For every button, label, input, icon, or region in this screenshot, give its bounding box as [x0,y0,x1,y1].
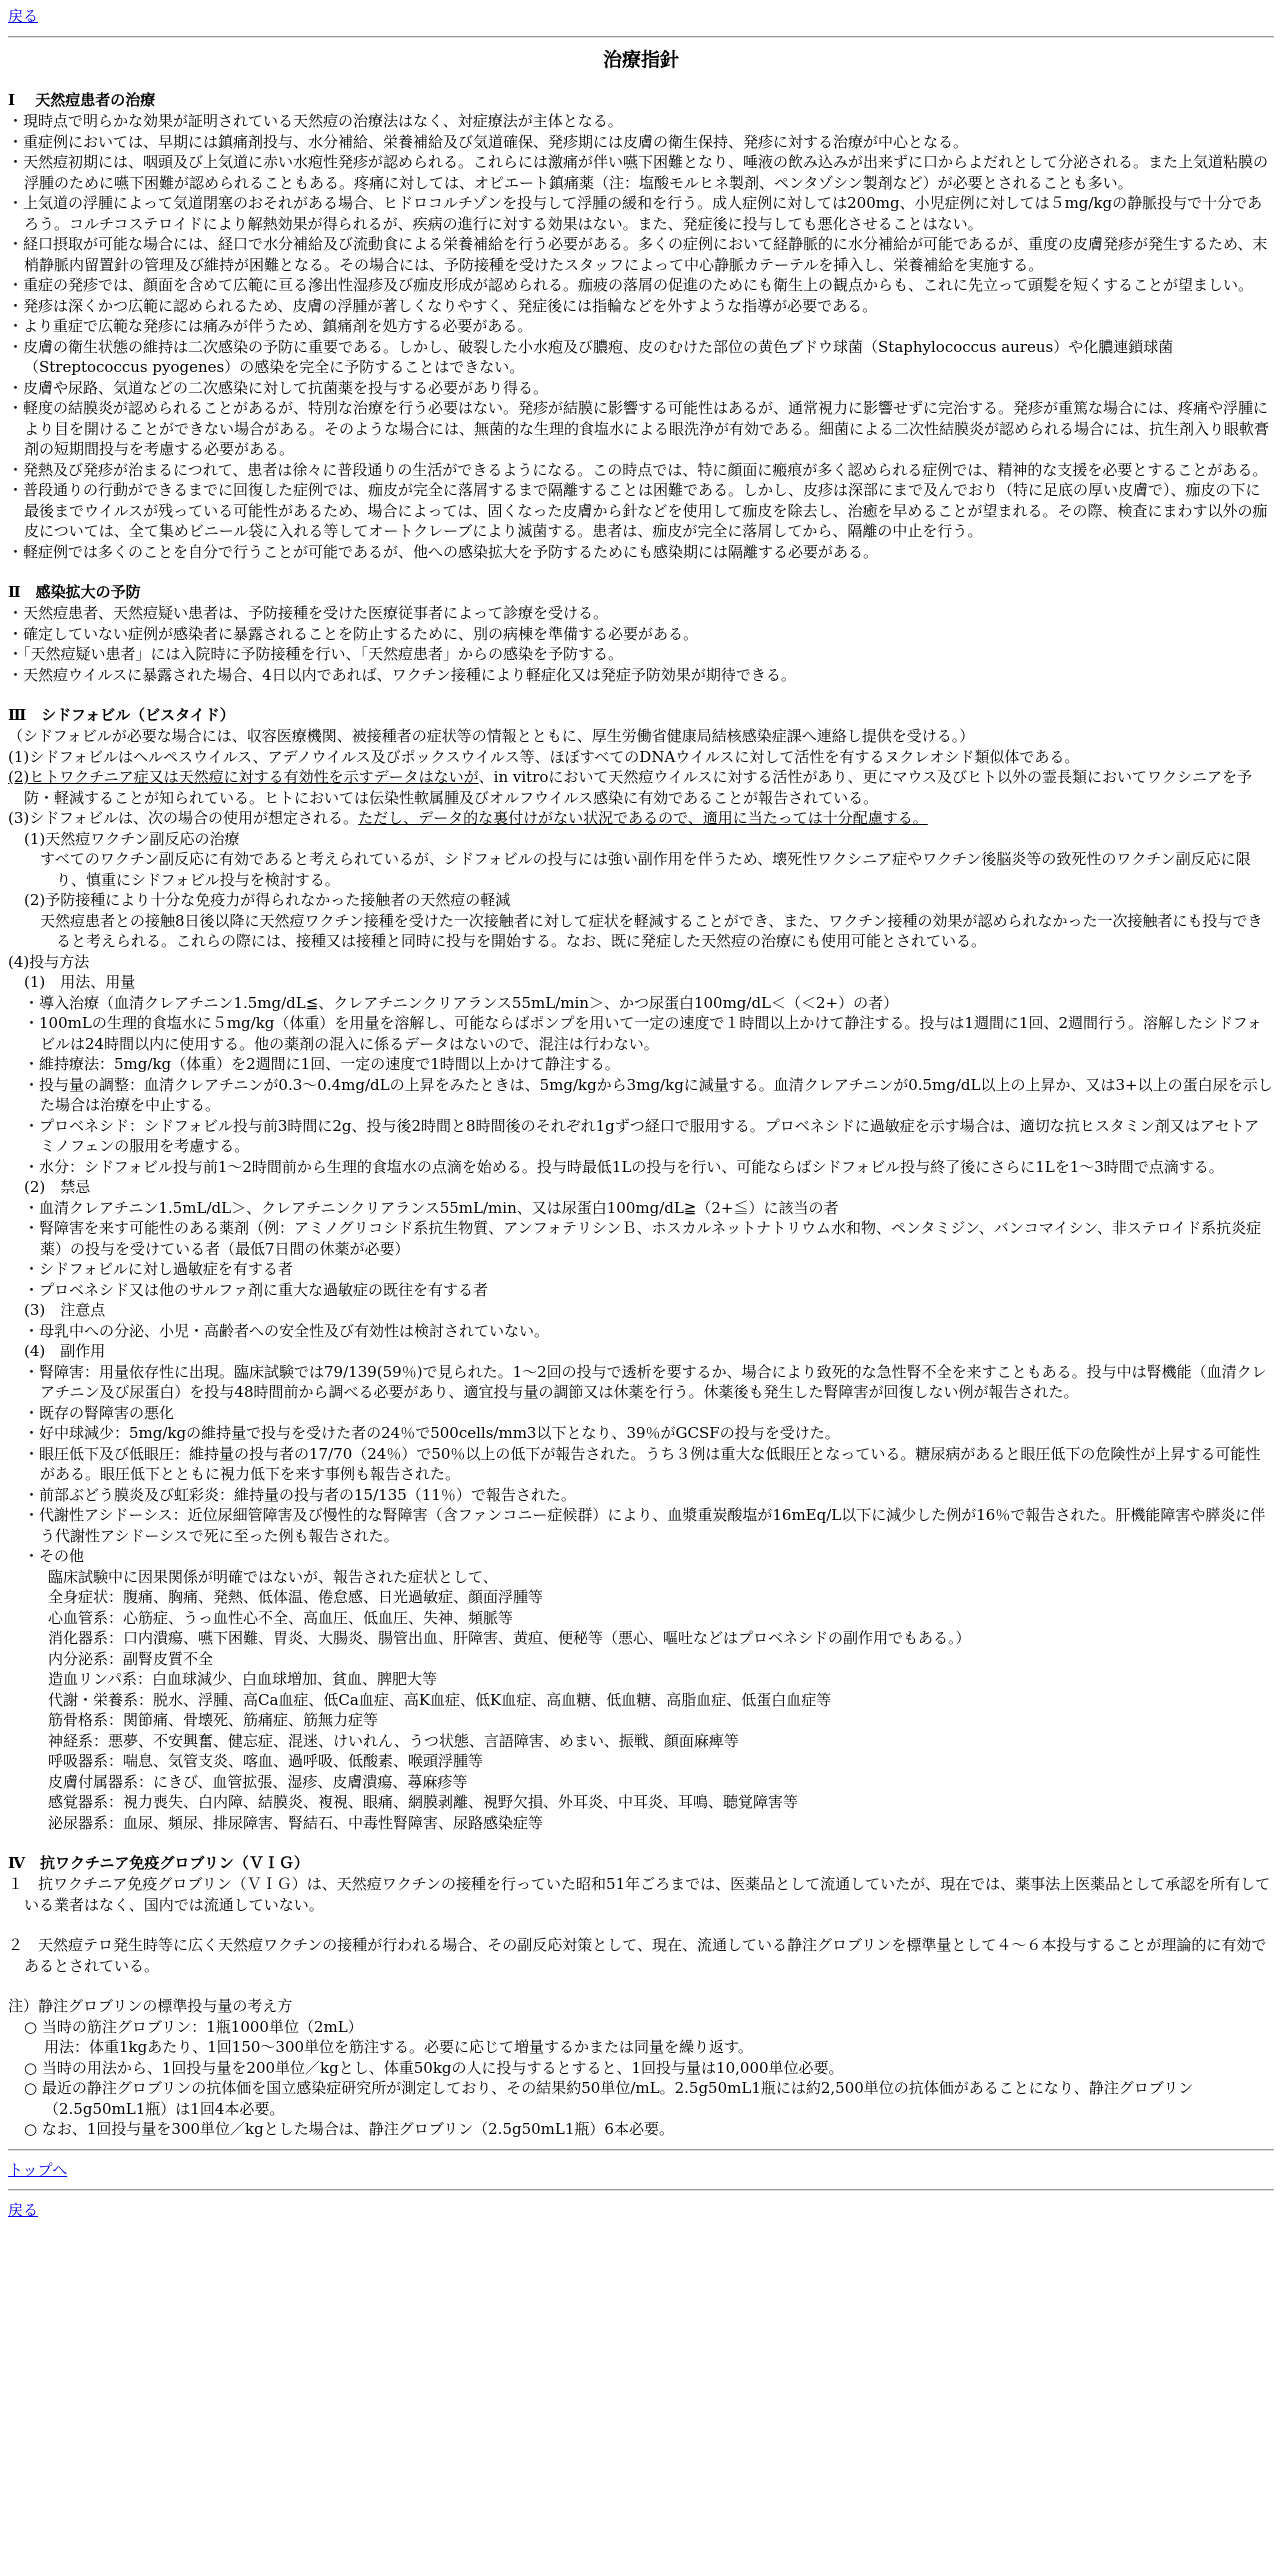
list-item: ・ プロベネシド：シドフォビル投与前3時間に2g、投与後2時間と8時間後のそれぞれ1gずつ経口で服用する。プロベネシドに過敏症を示す場合は、適切な抗ヒスタミン剤又はアセトアミノフェンの服用を考慮する。 [24,1116,1274,1157]
list-item: 消化器系：口内潰瘍、嚥下困難、胃炎、大腸炎、腸管出血、肝障害、黄疸、便秘等（悪心、嘔吐などはプロベネシドの副作用でもある。） [48,1629,971,1647]
section-3-para-3 [8,808,1274,829]
usage-list [8,993,1274,1178]
list-item: ・ 重症の発疹では、顔面を含めて広範に亘る滲出性湿疹及び痂皮形成が認められる。痂疲の落屑の促進のためにも衛生上の観点からも、これに先立って頭髪を短くすることが望ましい。 [8,275,1274,296]
list-item: ・ 天然痘初期には、咽頭及び上気道に赤い水疱性発疹が認められる。これらには激痛が伴い嚥下困難となり、唾液の飲み込みが出来ずに口からよだれとして分泌される。また上気道粘膜の浮腫のために嚥下困難が認められることもある。疼痛に対しては、オピエート鎮痛薬（注：塩酸モルヒネ製剤、ペンタゾシン製剤など）が必要とされることも多い。 [8,152,1274,193]
list-item: ・ 維持療法：5mg/kg（体重）を2週間に1回、一定の速度で1時間以上かけて静注する。 [24,1054,1274,1075]
note-text: 当時の筋注グロブリン：1瓶1000単位（2mL） [41,2017,363,2036]
list-item: ・ その他 [24,1546,1274,1567]
caution-list [8,1321,1274,1342]
list-item: 神経系：悪夢、不安興奮、健忘症、混迷、けいれん、うつ状態、言語障害、めまい、振戦、顔面麻痺等 [48,1731,739,1750]
list-item: ・ 母乳中への分泌、小児・高齢者への安全性及び有効性は検討されていない。 [24,1321,1274,1342]
section-3-intro: （シドフォビルが必要な場合には、収容医療機関、被接種者の症状等の情報とともに、厚生労働省健康局結核感染症課へ連絡し提供を受ける。） [8,727,975,745]
para-3-underlined: ただし、データ的な裏付けがない状況であるので、適用に当たっては十分配慮する。 [358,809,928,827]
note-heading: 注）静注グロブリンの標準投与量の考え方 [8,1997,293,2015]
list-item: ○ なお、1回投与量を300単位／kgとした場合は、静注グロブリン（2.5g50mL1瓶）6本必要。 [24,2119,1274,2140]
list-item: ・ より重症で広範な発疹には痛みが伴うため、鎮痛剤を処方する必要がある。 [8,316,1274,337]
list-item: ・ 上気道の浮腫によって気道閉塞のおそれがある場合、ヒドロコルチゾンを投与して浮腫の緩和を行う。成人症例に対しては200mg、小児症例に対しては５mg/kgの静脈投与で十分であろう。コルチコステロイドにより解熱効果が得られるが、疾病の進行に対する効果はない。また、発症後に投与しても悪化させることはない。 [8,193,1274,234]
section-1-list [8,111,1274,562]
list-item: ○ 当時の用法から、1回投与量を200単位／kgとし、体重50kgの人に投与するとすると、1回投与量は10,000単位必要。 [24,2058,1274,2079]
section-3-para-2 [8,767,1274,808]
list-item: 心血管系：心筋症、うっ血性心不全、高血圧、低血圧、失神、頻脈等 [48,1608,514,1627]
list-item: 泌尿器系：血尿、頻尿、排尿障害、腎結石、中毒性腎障害、尿路感染症等 [48,1813,544,1832]
list-item: 呼吸器系：喘息、気管支炎、喀血、過呼吸、低酸素、喉頭浮腫等 [48,1752,484,1770]
contraindication-list [8,1198,1274,1301]
list-item [24,2017,1274,2058]
para-2-rest: 、in vitroにおいて天然痘ウイルスに対する活性があり、更にマウス及びヒト以外の霊長類においてワクシニアを予防・軽減することが知られている。ヒトにおいては伝染性軟属腫及びオルフウイルス感染に有効であることが報告されている。 [24,768,1253,807]
list-item: ・ シドフォビルに対し過敏症を有する者 [24,1259,1274,1280]
list-item: 代謝・栄養系：脱水、浮腫、高Ca血症、低Ca血症、高K血症、低K血症、高血糖、低血糖、高脂血症、低蛋白血症等 [48,1690,832,1709]
list-item: ・ 100mLの生理的食塩水に５mg/kg（体重）を用量を溶解し、可能ならばポンプを用いて一定の速度で１時間以上かけて静注する。投与は1週間に1回、2週間行う。溶解したシドフォビルは24時間以内に使用する。他の薬剤の混入に係るデータはないので、混注は行わない。 [24,1013,1274,1054]
list-item: ・ 現時点で明らかな効果が証明されている天然痘の治療法はなく、対症療法が主体となる。 [8,111,1274,132]
para-3-text: (3)シドフォビルは、次の場合の使用が想定される。 [8,809,359,827]
section-3-heading: Ⅲ シドフォビル（ビスタイド） [8,706,235,724]
list-item: 造血リンパ系：白血球減少、白血球増加、貧血、脾肥大等 [48,1670,437,1688]
section-4-heading: Ⅳ 抗ワクチニア免疫グロブリン（ＶＩＧ） [8,1854,309,1872]
list-item: ・ 経口摂取が可能な場合には、経口で水分補給及び流動食による栄養補給を行う必要がある。多くの症例において経静脈的に水分補給が可能であるが、重度の皮膚発疹が発生するため、末梢静脈内留置針の管理及び維持が困難となる。その場合には、予防接種を受けたスタッフによって中心静脈カテーテルを挿入し、栄養補給を実施する。 [8,234,1274,275]
section-2-heading: Ⅱ 感染拡大の予防 [8,583,141,601]
list-item: ・ 前部ぶどう膜炎及び虹彩炎：維持量の投与者の15/135（11％）で報告された。 [24,1485,1274,1506]
list-item: ・ 発疹は深くかつ広範に認められるため、皮膚の浮腫が著しくなりやすく、発症後には指輪などを外すような指導が必要である。 [8,296,1274,317]
list-item: ・ 腎障害：用量依存性に出現。臨床試験では79/139(59％)で見られた。1～2回の投与で透析を要するか、場合により致死的な急性腎不全を来すこともある。投与中は腎機能（血清クレアチニン及び尿蛋白）を投与48時間前から調べる必要があり、適宜投与量の調節又は休薬を行う。休薬後も発生した腎障害が回復しない例が報告された。 [24,1362,1274,1403]
list-item: ・ 腎障害を来す可能性のある薬剤（例：アミノグリコシド系抗生物質、アンフォテリシンＢ、ホスカルネットナトリウム水和物、ペンタミジン、バンコマイシン、非ステロイド系抗炎症薬）の投与を受けている者（最低7日間の休薬が必要） [24,1218,1274,1259]
list-item: ・ 天然痘ウイルスに暴露された場合、4日以内であれば、ワクチン接種により軽症化又は発症予防効果が期待できる。 [8,665,1274,686]
adverse-heading: (4) 副作用 [24,1342,106,1360]
adverse-list [8,1362,1274,1567]
list-item: ・ 好中球減少：5mg/kgの維持量で投与を受けた者の24％で500cells/mm3以下となり、39％がGCSFの投与を受けた。 [24,1423,1274,1444]
list-item: ・ 「天然痘疑い患者」には入院時に予防接種を行い、「天然痘患者」からの感染を予防する。 [8,644,1274,665]
list-item: ・ 投与量の調整：血清クレアチニンが0.3～0.4mg/dLの上昇をみたときは、5mg/kgから3mg/kgに減量する。血清クレアチニンが0.5mg/dL以上の上昇か、又は3+以上の蛋白尿を示した場合は治療を中止する。 [24,1075,1274,1116]
list-item: ・ 代謝性アシドーシス：近位尿細管障害及び慢性的な腎障害（含ファンコニー症候群）により、血漿重炭酸塩が16mEq/L以下に減少した例が16％で報告された。肝機能障害や膵炎に伴う代謝性アシドーシスで死に至った例も報告された。 [24,1505,1274,1546]
page-title: 治療指針 [602,48,679,71]
subsection-body: 天然痘患者との接触8日後以降に天然痘ワクチン接種を受けた一次接触者に対して症状を軽減することができ、また、ワクチン接種の効果が認められなかった一次接触者にも投与できると考えられる。これらの際には、接種又は接種と同時に投与を開始する。なお、既に発症した天然痘の治療にも使用可能とされている。 [40,911,1263,950]
list-item: ・ 導入治療（血清クレアチニン1.5mg/dL≦、クレアチニンクリアランス55mL/min＞、かつ尿蛋白100mg/dL＜（＜2+）の者） [24,993,1274,1014]
list-item: ・ 既存の腎障害の悪化 [24,1403,1274,1424]
list-item: 皮膚付属器系：にきび、血管拡張、湿疹、皮膚潰瘍、蕁麻疹等 [48,1772,468,1791]
list-item: ・ 軽度の結膜炎が認められることがあるが、特別な治療を行う必要はない。発疹が結膜に影響する可能性はあるが、通常視力に影響せずに完治する。発疹が重篤な場合には、疼痛や浮腫により目を開けることができない場合がある。そのような場合には、無菌的な生理的食塩水による眼洗浄が有効である。細菌による二次性結膜炎が認められる場合には、抗生剤入り眼軟膏剤の短期間投与を考慮する必要がある。 [8,398,1274,460]
list-item: ・ 発熱及び発疹が治まるにつれて、患者は徐々に普段通りの生活ができるようになる。この時点では、特に顔面に瘢痕が多く認められる症例では、精神的な支援を必要とすることがある。 [8,460,1274,481]
subsection-title: (1)天然痘ワクチン副反応の治療 [24,829,240,848]
section-1-heading: Ⅰ 天然痘患者の治療 [8,91,156,109]
list-item: 全身症状：腹痛、胸痛、発熱、低体温、倦怠感、日光過敏症、顔面浮腫等 [48,1588,544,1606]
usage-heading: (1) 用法、用量 [24,973,136,991]
back-link-top[interactable]: 戻る [8,7,39,25]
list-item: 筋骨格系：関節痛、骨壊死、筋痛症、筋無力症等 [48,1711,379,1729]
section-3-para-4: (4)投与方法 [8,952,90,971]
list-item: ・ 確定していない症例が感染者に暴露されることを防止するために、別の病棟を準備する必要がある。 [8,624,1274,645]
subsection-title: (2)予防接種により十分な免疫力が得られなかった接触者の天然痘の軽減 [24,891,511,909]
section-4-para-1: １ 抗ワクチニア免疫グロブリン（ＶＩＧ）は、天然痘ワクチンの接種を行っていた昭和51年ごろまでは、医薬品として流通していたが、現在では、薬事法上医薬品として承認を所有している業者はなく、国内では流通していない。 [8,1875,1271,1914]
list-item: 臨床試験中に因果関係が明確ではないが、報告された症状として、 [48,1567,498,1586]
back-link-bottom[interactable]: 戻る [8,2201,39,2219]
para-2-underlined: (2)ヒトワクチニア症又は天然痘に対する有効性を示すデータはないが [8,768,479,786]
list-item: ・ 血清クレアチニン1.5mL/dL＞、クレアチニンクリアランス55mL/min、又は尿蛋白100mg/dL≧（2+≦）に該当の者 [24,1198,1274,1219]
note-sub-text: 用法：体重1kgあたり、1回150～300単位を筋注する。必要に応じて増量するかまたは同量を繰り返す。 [44,2038,753,2056]
list-item: ・ 天然痘患者、天然痘疑い患者は、予防接種を受けた医療従事者によって診療を受ける。 [8,603,1274,624]
note-list [8,2017,1274,2140]
contraindication-heading: (2) 禁忌 [24,1178,91,1196]
section-3-para-1: (1)シドフォビルはヘルペスウイルス、アデノウイルス及びポックスウイルス等、ほぼすべてのDNAウイルスに対して活性を有するヌクレオシド類似体である。 [8,747,1080,766]
list-item: ・ 軽症例では多くのことを自分で行うことが可能であるが、他への感染拡大を予防するためにも感染期には隔離する必要がある。 [8,542,1274,563]
list-item: 感覚器系：視力喪失、白内障、結膜炎、複視、眼痛、網膜剥離、視野欠損、外耳炎、中耳炎、耳鳴、聴覚障害等 [48,1793,799,1811]
top-link[interactable]: トップへ [8,2160,68,2179]
divider [8,2149,1274,2151]
divider [8,36,1274,38]
list-item: ・ 重症例においては、早期には鎮痛剤投与、水分補給、栄養補給及び気道確保、発疹期には皮膚の衛生保持、発疹に対する治療が中心となる。 [8,132,1274,153]
list-item: ・ 眼圧低下及び低眼圧：維持量の投与者の17/70（24％）で50％以上の低下が報告された。うち３例は重大な低眼圧となっている。糖尿病があると眼圧低下の危険性が上昇する可能性がある。眼圧低下とともに視力低下を来す事例も報告された。 [24,1444,1274,1485]
section-2-list [8,603,1274,685]
subsection-body: すべてのワクチン副反応に有効であると考えられているが、シドフォビルの投与には強い副作用を伴うため、壊死性ワクシニア症やワクチン後脳炎等の致死性のワクチン副反応に限り、慎重にシドフォビル投与を検討する。 [40,850,1251,889]
list-item: 内分泌系：副腎皮質不全 [48,1649,214,1668]
other-effects-list [8,1567,1274,1834]
list-item: ・ 普段通りの行動ができるまでに回復した症例では、痂皮が完全に落屑するまで隔離することは困難である。しかし、皮疹は深部にまで及んでおり（特に足底の厚い皮膚で）、痂皮の下に最後までウイルスが残っている可能性があるため、場合によっては、固くなった皮膚から針などを使用して痂皮を除去し、治癒を早めることが望まれる。その際、検査にまわす以外の痂皮については、全て集めビニール袋に入れる等してオートクレーブにより滅菌する。患者は、痂皮が完全に落屑してから、隔離の中止を行う。 [8,480,1274,542]
list-item: ○ 最近の静注グロブリンの抗体価を国立感染症研究所が測定しており、その結果約50単位/mL。2.5g50mL1瓶には約2,500単位の抗体価があることになり、静注グロブリン（2.5g50mL1瓶）は1回4本必要。 [24,2078,1274,2119]
divider [8,2189,1274,2191]
list-item: ・ 皮膚や尿路、気道などの二次感染に対して抗菌薬を投与する必要があり得る。 [8,378,1274,399]
list-item: ・ プロベネシド又は他のサルファ剤に重大な過敏症の既往を有する者 [24,1280,1274,1301]
list-item: ・ 水分：シドフォビル投与前1～2時間前から生理的食塩水の点滴を始める。投与時最低1Lの投与を行い、可能ならばシドフォビル投与終了後にさらに1Lを1～3時間で点滴する。 [24,1157,1274,1178]
caution-heading: (3) 注意点 [24,1301,106,1319]
section-4-para-2: ２ 天然痘テロ発生時等に広く天然痘ワクチンの接種が行われる場合、その副反応対策として、現在、流通している静注グロブリンを標準量として４～６本投与することが理論的に有効であるとされている。 [8,1936,1267,1975]
list-item: ・ 皮膚の衛生状態の維持は二次感染の予防に重要である。しかし、破裂した小水疱及び膿疱、皮のむけた部位の黄色ブドウ球菌（Staphylococcus aureus）や化膿連鎖球菌（Streptococcus pyogenes）の感染を完全に予防することはできない。 [8,337,1274,378]
